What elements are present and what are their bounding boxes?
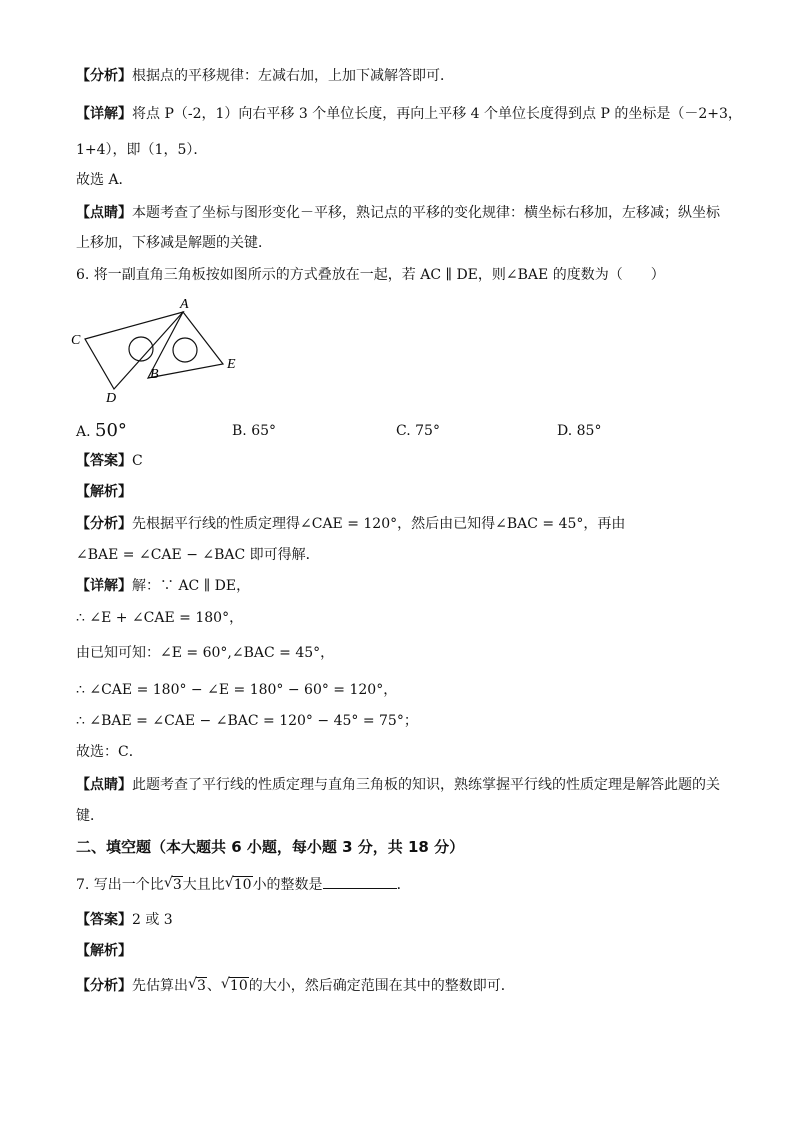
q6-option-a-value: 50°	[95, 420, 127, 441]
label-d: D	[106, 391, 117, 406]
q7-answer-blank	[323, 874, 397, 889]
q7-stem-pre: 7. 写出一个比	[76, 877, 164, 893]
q6-analysis-line1	[76, 514, 625, 534]
q5-detail-line1	[76, 104, 742, 124]
q7-stem-end: ．	[396, 877, 411, 893]
q6-option-a	[76, 421, 127, 442]
q6-analysis-tag: 【分析】	[76, 516, 132, 532]
triangle-hole-right	[173, 338, 197, 362]
q6-comment-tag: 【点睛】	[76, 777, 132, 793]
q6-detail-line1	[76, 576, 250, 596]
q6-stem: 6. 将一副直角三角板按如图所示的方式叠放在一起，若 AC ∥ DE，则∠BAE 的度数为（ ）	[76, 267, 665, 283]
q6-option-b-letter: B.	[232, 423, 247, 439]
q5-comment-line2: 上移加，下移减是解题的关键．	[76, 235, 272, 251]
q7-jiexi-tag: 【解析】	[76, 943, 132, 959]
q7-stem-mid: 大且比	[182, 877, 225, 893]
q5-choice: 故选 A．	[76, 172, 133, 188]
q7-sqrt-10: √ 10	[224, 875, 252, 893]
q7-analysis-tag: 【分析】	[76, 978, 132, 994]
q7-answer: 2 或 3	[132, 912, 173, 928]
q6-option-d	[557, 421, 601, 441]
q7-answer-tag: 【答案】	[76, 912, 132, 928]
q6-analysis-line2: ∠BAE = ∠CAE − ∠BAC 即可得解．	[76, 547, 320, 563]
q5-comment-text1: 本题考查了坐标与图形变化－平移，熟记点的平移的变化规律：横坐标右移加，左移减；纵坐标	[132, 205, 720, 221]
q5-detail-tag: 【详解】	[76, 106, 132, 122]
q6-step4: ∴ ∠BAE = ∠CAE − ∠BAC = 120° − 45° = 75°；	[76, 713, 418, 729]
q7-analysis-post: 的大小，然后确定范围在其中的整数即可．	[248, 978, 515, 994]
label-b: B	[150, 367, 159, 382]
q6-answer-tag: 【答案】	[76, 453, 132, 469]
q6-detail-text1: 解：∵ AC ∥ DE，	[132, 578, 251, 594]
q7-answer-line	[76, 910, 173, 930]
q6-option-c-value: 75°	[415, 423, 440, 439]
q6-option-c-letter: C.	[396, 423, 411, 439]
q6-detail-tag: 【详解】	[76, 578, 132, 594]
q6-option-b-value: 65°	[251, 423, 277, 439]
q6-option-a-letter: A.	[76, 424, 91, 440]
q5-analysis-tag: 【分析】	[76, 68, 132, 84]
q7-analysis-sqrt-3: √ 3	[188, 976, 206, 994]
q7-analysis-sep: 、	[206, 978, 221, 994]
q6-choice: 故选：C．	[76, 744, 143, 760]
q6-option-d-letter: D.	[557, 423, 573, 439]
q7-analysis-pre: 先估算出	[132, 978, 188, 994]
q6-jiexi-tag: 【解析】	[76, 484, 132, 500]
q5-detail-text1: 将点 P（-2，1）向右平移 3 个单位长度，再向上平移 4 个单位长度得到点 P 的坐标是（－2+3，	[132, 106, 742, 122]
q6-step1: ∴ ∠E + ∠CAE = 180°，	[76, 610, 244, 626]
q7-jiexi	[76, 941, 132, 961]
q6-option-d-value: 85°	[576, 423, 602, 439]
q7-analysis-line	[76, 976, 515, 996]
q5-analysis-line	[76, 66, 454, 86]
q5-comment-tag: 【点睛】	[76, 205, 132, 221]
q6-step3: ∴ ∠CAE = 180° − ∠E = 180° − 60° = 120°，	[76, 682, 398, 698]
q6-comment-text1: 此题考查了平行线的性质定理与直角三角板的知识，熟练掌握平行线的性质定理是解答此题的关	[132, 777, 720, 793]
q6-comment-line1	[76, 775, 720, 795]
q6-answer-line	[76, 451, 143, 471]
q6-figure	[68, 292, 258, 410]
q6-jiexi	[76, 482, 132, 502]
q5-analysis-text: 根据点的平移规律：左减右加，上加下减解答即可．	[132, 68, 454, 84]
q6-answer: C	[132, 453, 143, 469]
triangle-abe	[148, 312, 223, 378]
q6-option-c	[396, 421, 440, 441]
q5-detail-line2: 1+4），即（1，5）．	[76, 142, 208, 158]
section-2-title: 二、填空题（本大题共 6 小题，每小题 3 分，共 18 分）	[76, 838, 465, 856]
q7-stem-post: 小的整数是	[252, 877, 323, 893]
triangle-acd	[85, 312, 183, 389]
q6-option-b	[232, 421, 276, 441]
q6-step2: 由已知可知：∠E = 60°,∠BAC = 45°，	[76, 645, 335, 661]
q7-stem	[76, 874, 411, 895]
q7-sqrt-3: √ 3	[163, 875, 182, 893]
label-c: C	[71, 333, 81, 348]
q6-analysis-text1: 先根据平行线的性质定理得∠CAE = 120°，然后由已知得∠BAC = 45°，再由	[132, 516, 626, 532]
q7-analysis-sqrt-10: √ 10	[220, 976, 248, 994]
q5-comment-line1	[76, 203, 720, 223]
label-a: A	[180, 297, 189, 312]
q6-comment-line2: 键．	[76, 808, 104, 824]
label-e: E	[227, 357, 236, 372]
